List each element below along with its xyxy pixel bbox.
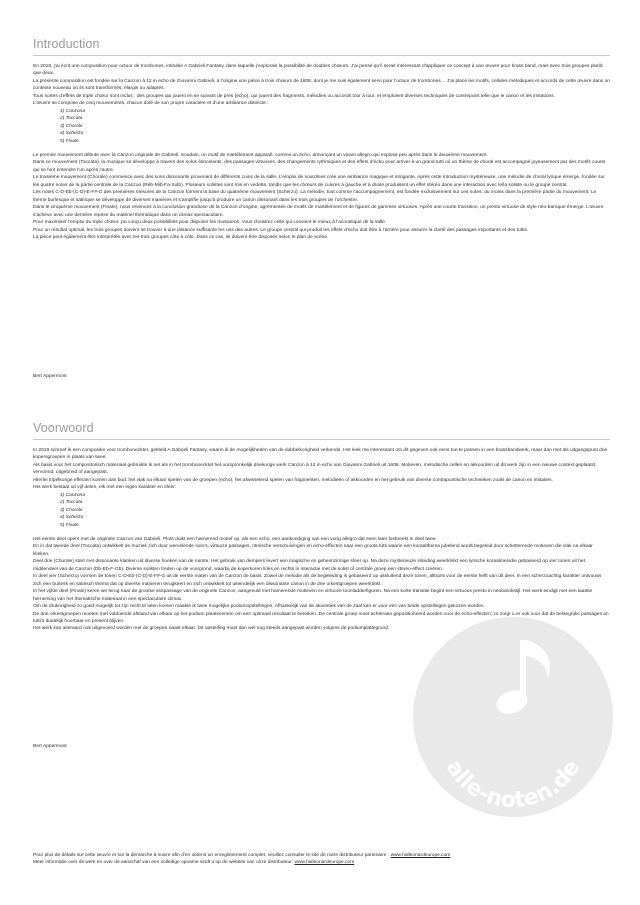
- watermark-text: alle-noten.de: [440, 755, 586, 814]
- intro-paragraph: Le premier mouvement débute avec la Canzon originale de Gabrieli. Soudain, un motif de martèlement apparaît, comme un écho, annonçant un vivant allegro qui explose peu après dans le deuxième mouvement.: [33, 152, 488, 158]
- intro-paragraph: Pour un résultat optimal, les trois groupes doivent se trouver à une distance suffisante les uns des autres. Le groupe central qui produit les effets d’écho doit être à l’arrière pour assurer la clarté des passages importants et des tuttis.: [33, 227, 529, 233]
- voorwoord-paragraph: Om de drukorigheid zo goed mogelijk tot zijn recht te laten komen maakte ik twee mogelijke podiumopstellingen. Afhankelijk van de akoestiek van de zaal kan er voor een van beide opstellingen gekozen worden.: [33, 604, 485, 610]
- footer-line-fr: [33, 852, 610, 859]
- voorwoord-paragraph: Het werk kan uiteraard ook uitgevoerd worden met de groepen naast elkaar. Dit opstelling moet dan wel nog steeds aangepast worden volgens de podiumplattegrond.: [33, 626, 390, 632]
- intro-paragraph: L’œuvre se compose de cinq mouvements, chacun doté de son propre caractère et d’une ambiance distincte :: [33, 101, 269, 107]
- intro-movement-item: 1) Canzona: [60, 108, 86, 114]
- intro-movement-item: 2) Toccata: [60, 116, 83, 122]
- introduction-signature: Bert Appermont: [33, 374, 67, 379]
- voorwoord-paragraph: Allerlei tripelkorige effecten komen aan bod: het vlak na elkaar spelen van de groepen (echo), het afwisselend spelen van fragmenten, melodieën of akkoorden en het gebruik van diverse contrapuntische technieken zoals de canon en imitaties.: [33, 477, 553, 483]
- voorwoord-body: [33, 447, 610, 633]
- intro-paragraph: Les notes C-D-Eb-(C-D)-E-F#-G des premières mesures de la Canzon forment la base du quatrième mouvement (Scherzo). La mélodie, tout comme l’accompagnement, est fondée exclusivement sur ces notes, du moins dans la première partie du mouvement. Le thème burlesque et satirique se développe de diverses manières et s’amplifie jusqu’à produire un canon dissonant dans les trois groupes de l’orchestre.: [33, 190, 597, 203]
- intro-paragraph: Le troisième mouvement (Chorale) commence avec des sons dissonants provenant de différents coins de la salle. L’emploi de sourdines crée une ambiance magique et intrigante. Après cette introduction mystérieuse, une mélodie de choral lyrique émerge, fondée sur les quatre notes de la partie centrale de la Canzon (Réb-Mib-Fa-Solb). Plusieurs solistes sont mis en vedette, tandis que les chœurs de cuivres à gauche et à droite produisent un effet stéréo dans une interaction avec le/la soliste ou le groupe central.: [33, 175, 605, 188]
- voorwoord-movement-item: 4) Scherzo: [60, 515, 84, 521]
- voorwoord-movement-item: 3) Chorale: [60, 507, 83, 513]
- voorwoord-title: Voorwoord: [33, 421, 94, 435]
- introduction-title: Introduction: [33, 37, 100, 51]
- spacer: [33, 529, 610, 536]
- voorwoord-paragraph: In het vijfde deel (Finale) keren we terug naar de grootse slotpassage van de originele Canzon, aangevuld met hamerende motieven en virtuoze toonladderfiguren. Na een korte transitie begint een virtuoos presto in neobarokstijl. Het werk eindigt met een laatste herneming van het thematische materiaal in een spectaculaire climax.: [33, 589, 593, 602]
- intro-paragraph: Dans le cinquième mouvement (Finale), nous revenons à la conclusion grandiose de la Canzon d’origine, agrémentée de motifs de martèlement et de figures de gammes virtuoses. Après une courte transition, un presto virtuose de style néo-baroque émerge. L’œuvre s’achève avec une dernière reprise du matériel thématique dans un climax spectaculaire.: [33, 205, 604, 218]
- introduction-divider: [33, 55, 610, 56]
- introduction-body: [33, 63, 610, 241]
- intro-paragraph: Tous sortes d’effets de triple chœur sont inclus : des groupes qui jouent en se suivant de près (écho), qui jouent des fragments, mélodies ou accords tour à tour, et emploient diverses techniques de contrepoint telle que le canon et les imitations.: [33, 93, 555, 99]
- voorwoord-paragraph: De drie orkestgroepen moeten met voldoende afstand van elkaar op het podium plaatsnemen om een optimaal resultaat te bereiken. De centrale groep moet achteraan gepositioneerd worden voor de echo-effecten; zo zorgt u er ook voor dat de belangrijke passages en tutti’s duidelijk hoorbaar en present blijven.: [33, 611, 609, 624]
- spacer: [33, 145, 610, 152]
- voorwoord-paragraph: Het werk bestaat uit vijf delen, elk met een eigen karakter en sfeer:: [33, 485, 177, 491]
- voorwoord-paragraph: En in dat tweede deel (Toccata) ontwikkelt de muziek zich door wervelende solo’s, virtuoze passages, ritmische verschuivingen en echo-effecten naar een groots tutti waarin een koraalthema jubelend wordt begeleid door schetterende motieven die vlak na elkaar klinken.: [33, 544, 593, 557]
- intro-paragraph: La pièce peut également être interprétée avec les trois groupes côte à côte. Dans ce cas, ils doivent être disposés selon le plan de scène.: [33, 234, 329, 240]
- distributor-link-nl[interactable]: www.halleonardeurope.com: [294, 860, 355, 866]
- intro-movement-list: [60, 108, 610, 145]
- voorwoord-paragraph: In deel vier (Scherzo) vormen de tonen C-D-Eb-(C-D)-E-F#-G uit de eerste maten van de Canzon de basis. Zowel de melodie als de begeleiding is gebaseerd op uitsluitend deze tonen, althans voor de eerste helft van dit deel. In een scherzoachtig karakter ontvouwt zich een burlesk en satirisch thema dat op diverse manieren terugkeert en zich ontwikkelt tot uiteindelijk een dissonante canon in de drie orkestgroepen weerklinkt.: [33, 574, 601, 587]
- voorwoord-divider: [33, 439, 610, 440]
- intro-paragraph: Pour maximiser l’emploi du triple chœur, j’ai conçu deux possibilités pour disposer les musiciens. Vous choisirez celle qui convient le mieux à l’acoustique de la salle.: [33, 220, 387, 226]
- intro-paragraph: Dans ce mouvement (Toccata), la musique se développe à travers des solos étincelants, des passages virtuoses, des changements rythmiques et des effets d’écho pour arriver à un grand tutti où un thème de choral est accompagné joyeusement par des motifs courts qui se font entendre l’un après l’autre.: [33, 160, 606, 173]
- intro-movement-item: 3) Chorale: [60, 123, 83, 129]
- voorwoord-movement-item: 5) Finale: [60, 522, 79, 528]
- intro-paragraph: La présente composition est fondée sur la Canzon à 12 in echo de Giovanni Gabrieli, à l’origine une pièce à trois chœurs de 1608, dont je me suis également servi pour l’octuor de trombones… J’ai placé les motifs, cellules mélodiques et accords de cette œuvre dans un contexte nouveau où ils sont transformés, élargis ou adaptés.: [33, 78, 610, 92]
- watermark-circle: [413, 617, 613, 817]
- footer-text-nl: Meer informatie over dit werk en over de aanschaf van een volledige opname vindt u op de website van onze distributeur:: [33, 860, 294, 866]
- voorwoord-paragraph: Het eerste deel opent met de originele Canzon van Gabrieli. Plots duikt een hamerend motief op, als een echo, een aankondiging van een vurig allegro dat even later losbreekt in deel twee.: [33, 536, 437, 542]
- voorwoord-signature: Bert Appermont: [33, 744, 67, 749]
- voorwoord-movement-item: 1) Canzona: [60, 492, 86, 498]
- footer: [33, 852, 610, 867]
- voorwoord-movement-list: [60, 492, 610, 529]
- footer-line-nl: [33, 859, 610, 866]
- footer-text-fr: Pour plus de détails sur cette œuvre et sur la démarche à suivre afin d’en obtenir un enregistrement complet, veuillez consulter le site de notre distributeur partenaire :: [33, 853, 390, 858]
- voorwoord-paragraph: Als basis voor het compositorisch materiaal gebruikte ik net als in het trombonecktet het oorspronkelijk driekorige werk Canzon à 12 in echo van Giovanni Gabrieli uit 1608. Motieven, melodische cellen en akkoorden uit dit werk zijn in een nieuwe context geplaatst, vervormd, uitgebreid of aangepast.: [33, 462, 597, 476]
- watermark-logo: [408, 612, 618, 822]
- voorwoord-paragraph: In 2018 schreef ik een compositie voor trombonecktet, getiteld A Gabrieli Fantasy, waarin ik de mogelijkheden van de dubbelkorigheid verkende. Het leek me interessant om dit gegeven ook eens toe te passen in een brassbandwerk, maar dan met als uitgangspunt drie kopersgroepen in plaats van twee.: [33, 448, 608, 461]
- voorwoord-paragraph: Deel drie (Chorale) start met dissonante klanken uit diverse hoeken van de ruimte. Het gebruik van dempers levert een magische en geheimzinnige sfeer op. Na deze mysterieuze inleiding weerklinkt een lyrische koraalmelodie gebaseerd op vier tonen uit het middendeel van de Canzon (Db-Eb-F-Gb). Diverse solisten treden op de voorgrond, waarbij de koperkoren links en rechts in interactie met de solist of centrale groep een stereo-effect creëren.: [33, 559, 585, 572]
- intro-movement-item: 4) Scherzo: [60, 131, 84, 137]
- intro-paragraph: En 2018, j’ai écrit une composition pour octuor de trombones, intitulée A Gabrieli Fantasy, dans laquelle j’explorais la possibilité de doubles chœurs. J’ai pensé qu’il serait intéressant d’appliquer ce concept à une œuvre pour brass band, mais avec trois groupes plutôt que deux.: [33, 64, 603, 77]
- voorwoord-movement-item: 2) Toccata: [60, 500, 83, 506]
- distributor-link-fr[interactable]: www.halleonardeurope.com: [390, 853, 451, 858]
- intro-movement-item: 5) Finale: [60, 138, 79, 144]
